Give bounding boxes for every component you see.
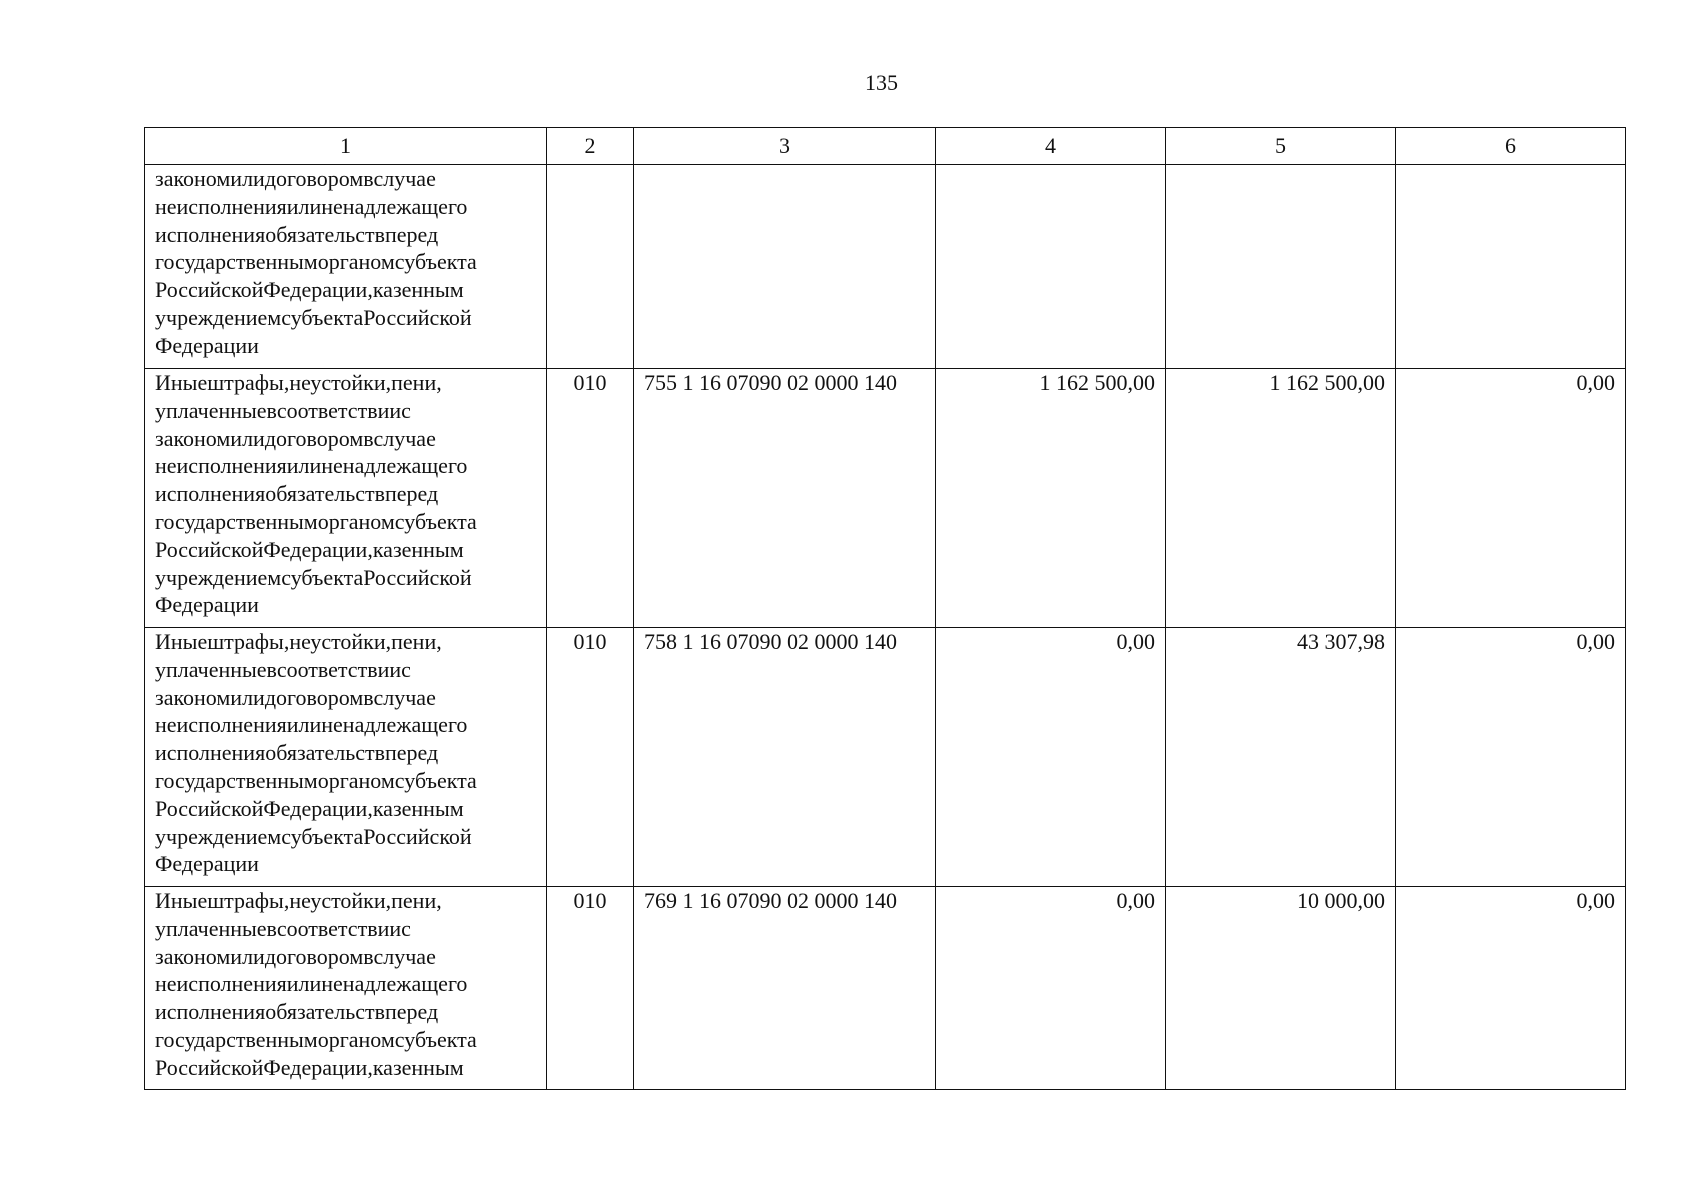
column-header-4: 4 — [936, 128, 1166, 165]
line-code-cell: 010 — [547, 887, 634, 1090]
col4-cell: 0,00 — [936, 887, 1166, 1090]
row-name: Иныештрафы,неустойки,пени, уплаченныевсоответствиис закономилидоговоромвслучае неисполненияилиненадлежащего исполненияобязательствперед государственныморганомсубъекта РоссийскойФедерации,казенным учреждениемсубъектаРоссийской Федерации — [155, 370, 477, 618]
line-code-cell — [547, 165, 634, 369]
column-header-5: 5 — [1166, 128, 1396, 165]
col6-cell — [1396, 165, 1626, 369]
col5-cell: 10 000,00 — [1166, 887, 1396, 1090]
table-row — [145, 628, 1626, 887]
row-name-cell — [145, 165, 547, 369]
col6-cell: 0,00 — [1396, 369, 1626, 628]
table-row — [145, 887, 1626, 1090]
col5-cell: 43 307,98 — [1166, 628, 1396, 887]
budget-code-cell — [634, 165, 936, 369]
row-name-cell — [145, 369, 547, 628]
row-name-cell — [145, 628, 547, 887]
col5-cell: 1 162 500,00 — [1166, 369, 1396, 628]
column-header-2: 2 — [547, 128, 634, 165]
line-code-cell: 010 — [547, 628, 634, 887]
col6-cell: 0,00 — [1396, 628, 1626, 887]
col4-cell: 1 162 500,00 — [936, 369, 1166, 628]
col5-cell — [1166, 165, 1396, 369]
column-header-3: 3 — [634, 128, 936, 165]
budget-code-cell: 769 1 16 07090 02 0000 140 — [634, 887, 936, 1090]
table-row — [145, 165, 1626, 369]
page-number: 135 — [865, 70, 898, 95]
table-header-row — [145, 128, 1626, 165]
table-row — [145, 369, 1626, 628]
row-name: закономилидоговоромвслучае неисполненияилиненадлежащего исполненияобязательствперед государственныморганомсубъекта РоссийскойФедерации,казенным учреждениемсубъектаРоссийской Федерации — [155, 166, 477, 358]
budget-code-cell: 755 1 16 07090 02 0000 140 — [634, 369, 936, 628]
col4-cell — [936, 165, 1166, 369]
column-header-1: 1 — [145, 128, 547, 165]
column-header-6: 6 — [1396, 128, 1626, 165]
report-table — [144, 127, 1626, 1090]
line-code-cell: 010 — [547, 369, 634, 628]
row-name: Иныештрафы,неустойки,пени, уплаченныевсоответствиис закономилидоговоромвслучае неисполненияилиненадлежащего исполненияобязательствперед государственныморганомсубъекта РоссийскойФедерации,казенным учреждениемсубъектаРоссийской Федерации — [155, 629, 477, 877]
col4-cell: 0,00 — [936, 628, 1166, 887]
col6-cell: 0,00 — [1396, 887, 1626, 1090]
row-name-cell — [145, 887, 547, 1090]
row-name: Иныештрафы,неустойки,пени, уплаченныевсоответствиис закономилидоговоромвслучае неисполненияилиненадлежащего исполненияобязательствперед государственныморганомсубъекта РоссийскойФедерации,казенным — [155, 888, 477, 1080]
budget-code-cell: 758 1 16 07090 02 0000 140 — [634, 628, 936, 887]
